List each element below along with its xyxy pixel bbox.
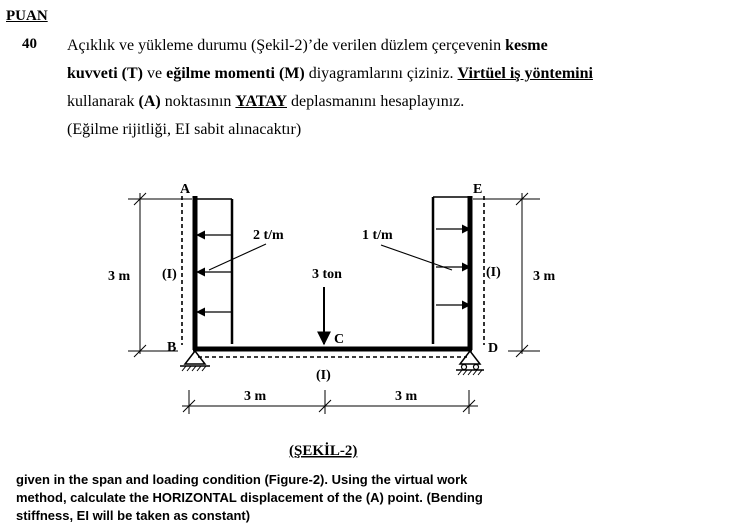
point-load-label: 3 ton	[312, 267, 342, 282]
question-text: diyagramlarını çiziniz.	[304, 65, 458, 82]
figure-caption: (ŞEKİL-2)	[289, 443, 358, 459]
translation-line-2: method, calculate the HORIZONTAL displacement of the (A) point. (Bending	[16, 490, 483, 505]
question-keyword: kesme	[505, 37, 548, 54]
question-text: Açıklık ve yükleme durumu (Şekil-2)’de verilen düzlem çerçevenin	[67, 37, 506, 54]
left-distributed-load	[195, 199, 266, 344]
left-stiffness-label: (I)	[162, 267, 177, 282]
question-text: deplasmanını hesaplayınız.	[287, 93, 465, 110]
right-height-dimension	[473, 193, 540, 357]
question-keyword: YATAY	[235, 93, 287, 110]
right-load-label: 1 t/m	[362, 228, 393, 243]
left-load-label: 2 t/m	[253, 228, 284, 243]
puan-label: PUAN	[6, 8, 48, 24]
span-dimension	[182, 390, 478, 414]
left-height-label: 3 m	[108, 269, 131, 284]
span-cd-label: 3 m	[395, 389, 418, 404]
question-keyword: (A)	[138, 93, 161, 110]
question-keyword: eğilme momenti (M)	[166, 65, 305, 82]
question-keyword: kuvveti (T)	[67, 65, 143, 82]
right-stiffness-label: (I)	[486, 265, 501, 280]
node-a-label: A	[180, 182, 191, 197]
beam-stiffness-label: (I)	[316, 368, 331, 383]
right-height-label: 3 m	[533, 269, 556, 284]
span-bc-label: 3 m	[244, 389, 267, 404]
points-value: 40	[22, 36, 37, 52]
node-d-label: D	[488, 341, 499, 356]
roller-support-d	[456, 351, 484, 375]
translation-line-3: stiffness, EI will be taken as constant)	[16, 508, 251, 523]
right-distributed-load	[381, 197, 470, 344]
pin-support-b	[180, 351, 210, 371]
question-text: noktasının	[160, 93, 236, 110]
node-c-label: C	[334, 332, 345, 347]
question-keyword: Virtüel iş yöntemini	[457, 65, 593, 82]
translation-line-1: given in the span and loading condition (Figure-2). Using the virtual work	[16, 472, 468, 487]
question-text: ve	[143, 65, 167, 82]
node-e-label: E	[473, 182, 483, 197]
question-line-4: (Eğilme rijitliği, EI sabit alınacaktır)	[67, 121, 302, 138]
node-b-label: B	[167, 340, 177, 355]
question-text: kullanarak	[67, 93, 139, 110]
